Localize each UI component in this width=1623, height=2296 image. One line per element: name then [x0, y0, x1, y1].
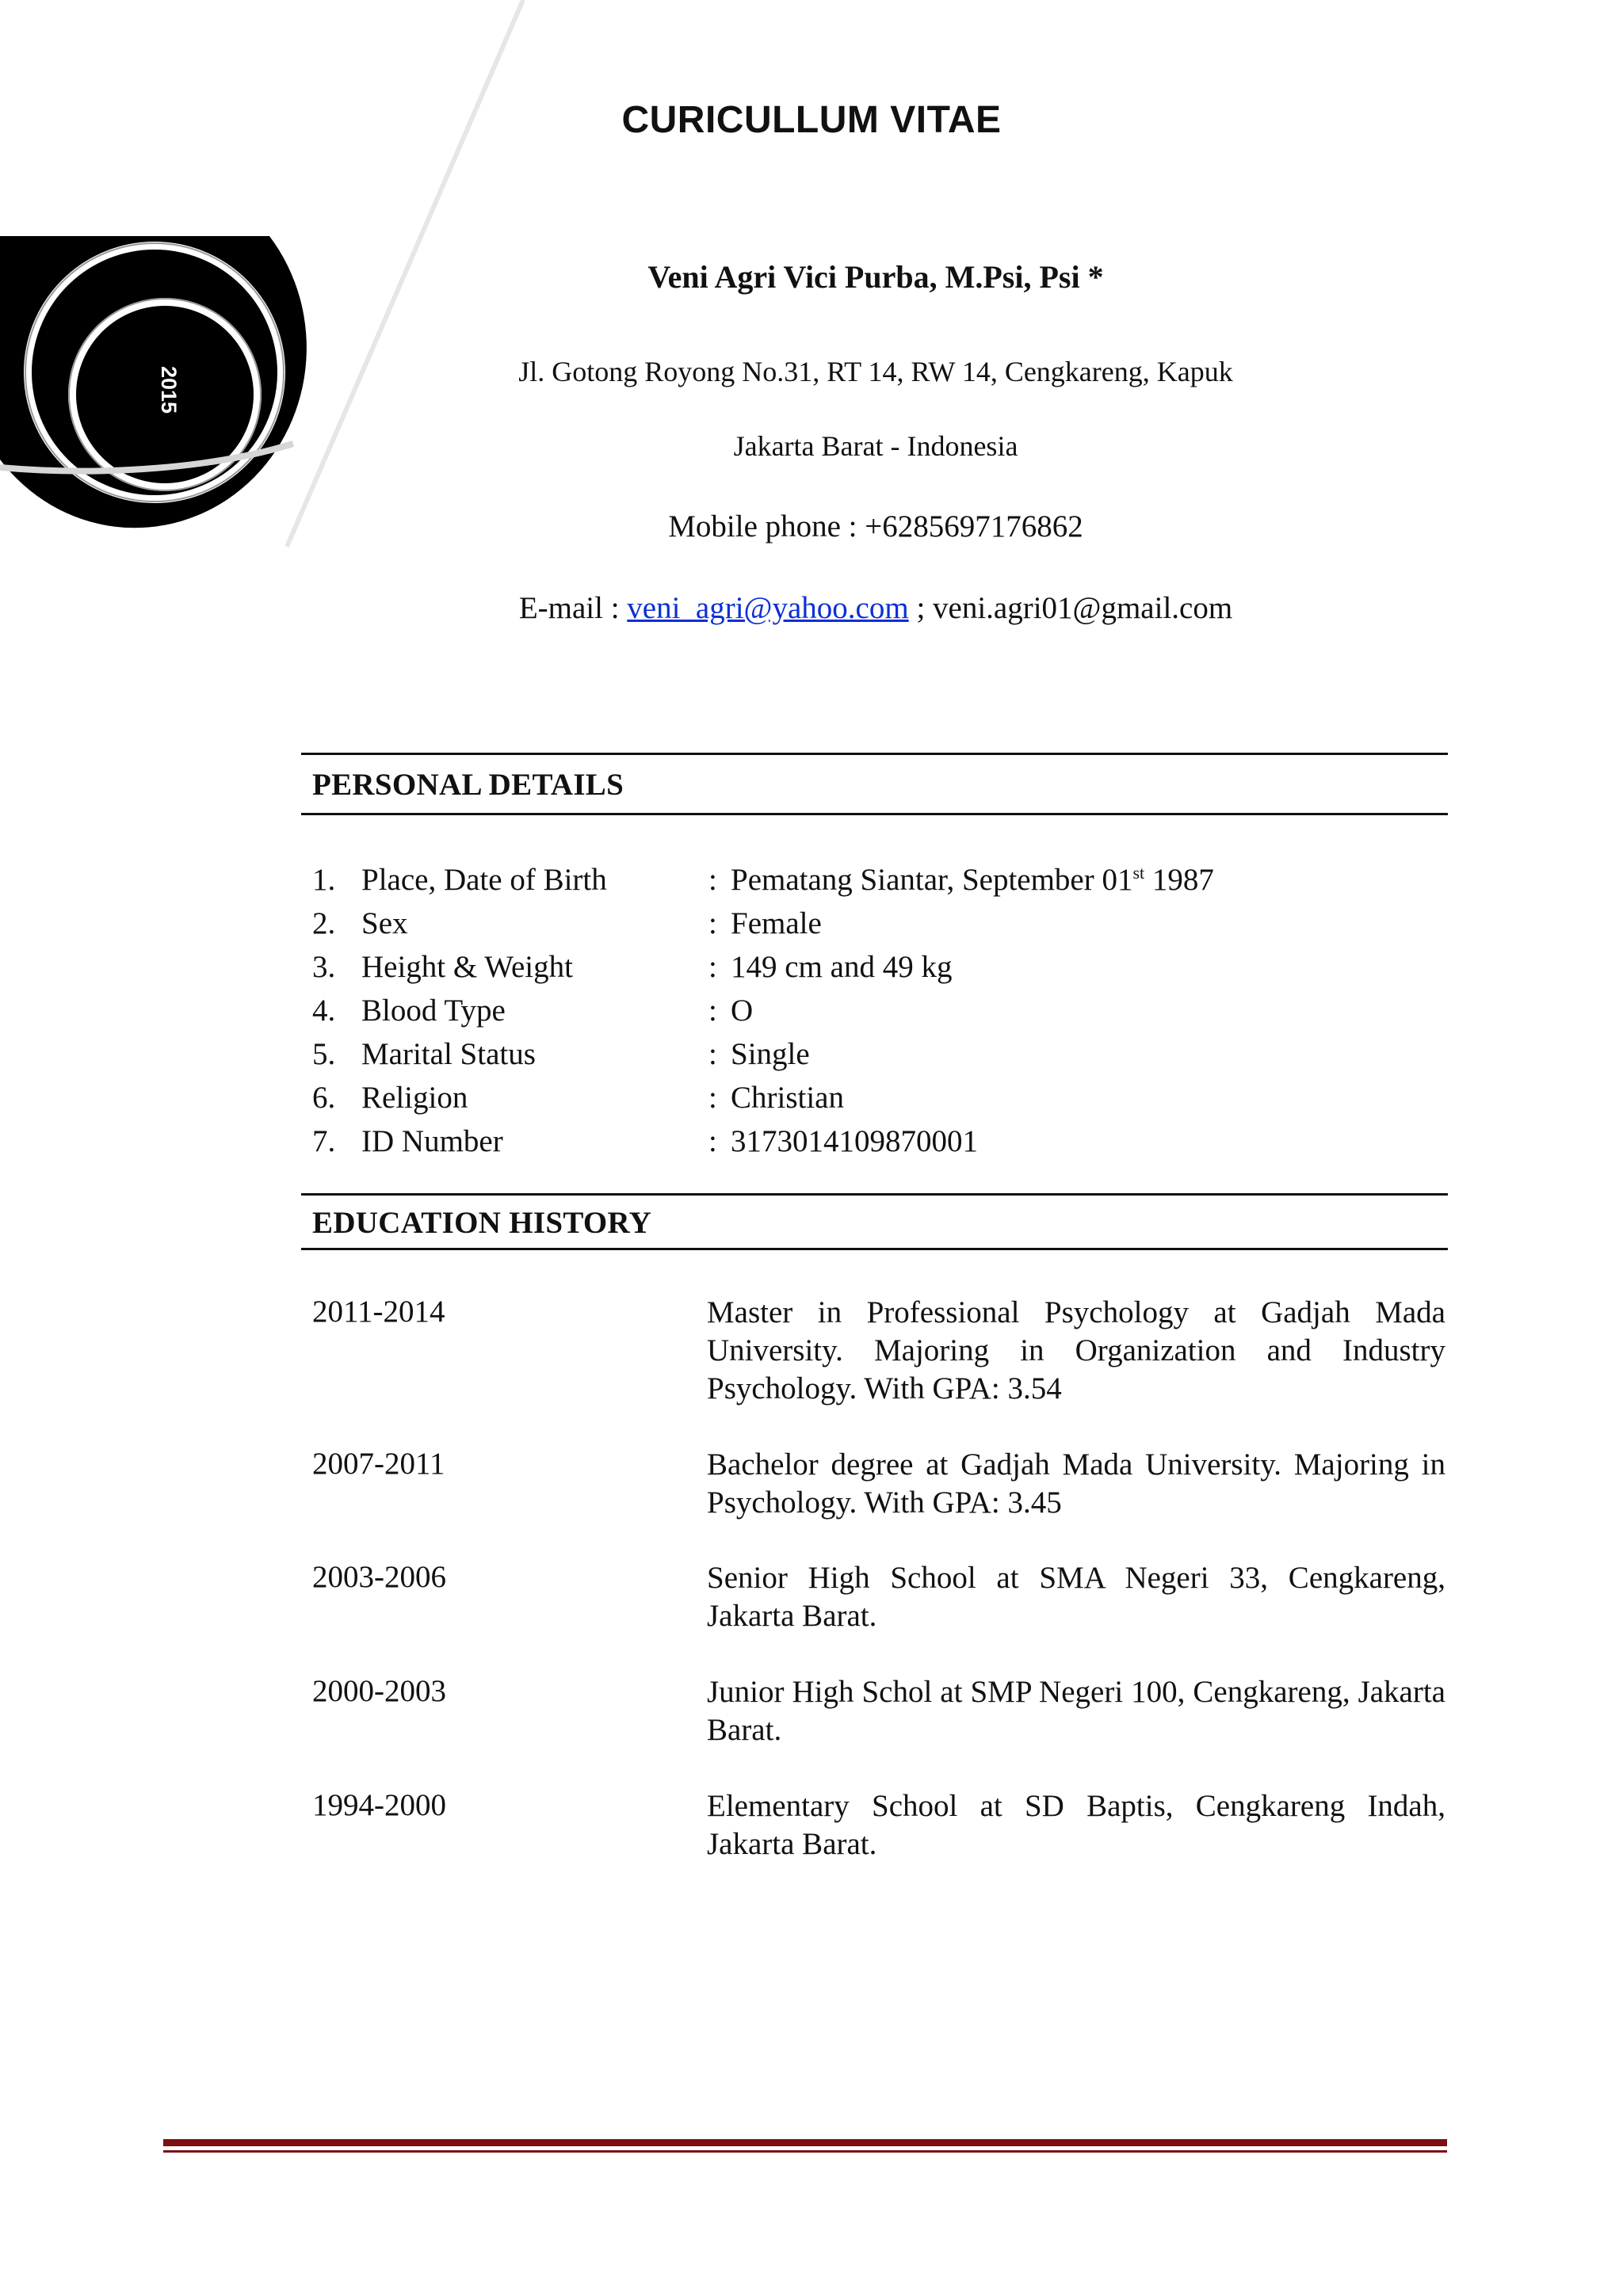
personal-detail-row [312, 906, 1453, 949]
detail-value [731, 993, 753, 1028]
detail-colon: : [708, 863, 717, 897]
personal-detail-row [312, 862, 1453, 906]
email-line [309, 590, 1442, 626]
phone-number: +6285697176862 [865, 509, 1083, 543]
detail-colon: : [708, 994, 717, 1028]
detail-number: 6. [312, 1081, 336, 1115]
detail-value-text: Female [731, 906, 822, 940]
address-line-2: Jakarta Barat - Indonesia [733, 430, 1018, 462]
personal-detail-row [312, 993, 1453, 1036]
address-line-1: Jl. Gotong Royong No.31, RT 14, RW 14, Cengkareng, Kapuk [518, 356, 1233, 387]
detail-number: 4. [312, 994, 336, 1028]
detail-value-text: 3173014109870001 [731, 1124, 978, 1158]
email-separator: ; [908, 591, 934, 625]
detail-value [731, 949, 952, 985]
phone-line [309, 509, 1442, 544]
education-years: 2000-2003 [312, 1674, 446, 1708]
badge-year: 2015 [157, 365, 181, 414]
education-history-heading: EDUCATION HISTORY [312, 1206, 652, 1240]
footer-rule [163, 2150, 1447, 2153]
divider [301, 1193, 1448, 1196]
detail-label: Sex [361, 906, 408, 940]
document-title: CURICULLUM VITAE [621, 99, 1002, 141]
detail-value-text: 149 cm and 49 kg [731, 950, 953, 984]
detail-colon: : [708, 1037, 717, 1071]
detail-label: ID Number [361, 1124, 503, 1158]
detail-number: 7. [312, 1124, 336, 1158]
detail-value-text: O [731, 994, 754, 1028]
detail-colon: : [708, 1124, 717, 1158]
education-description: Master in Professional Psychology at Gadjah Mada University. Majoring in Organization and Industry Psychology. With GPA: 3.54 [707, 1295, 1445, 1405]
detail-value-text: Single [731, 1037, 810, 1071]
email-link-primary[interactable]: veni_agri@yahoo.com [627, 591, 909, 625]
detail-value [731, 1080, 844, 1116]
detail-label: Religion [361, 1081, 468, 1115]
phone-label: Mobile phone : [668, 509, 865, 543]
personal-detail-row [312, 1080, 1453, 1123]
detail-label: Marital Status [361, 1037, 536, 1071]
education-description: Junior High Schol at SMP Negeri 100, Cengkareng, Jakarta Barat. [707, 1675, 1445, 1747]
detail-value [731, 1123, 978, 1159]
email-label: E-mail : [518, 591, 628, 625]
divider [301, 813, 1448, 815]
education-years: 2003-2006 [312, 1560, 446, 1594]
personal-detail-row [312, 949, 1453, 993]
detail-number: 1. [312, 863, 336, 897]
detail-value-superscript: st [1132, 863, 1145, 883]
detail-label: Height & Weight [361, 950, 573, 984]
detail-value-text: Christian [731, 1081, 844, 1115]
education-years: 2007-2011 [312, 1447, 445, 1481]
detail-number: 5. [312, 1037, 336, 1071]
personal-details-heading: PERSONAL DETAILS [312, 768, 624, 802]
education-years: 1994-2000 [312, 1788, 446, 1822]
personal-detail-row [312, 1036, 1453, 1080]
candidate-name: Veni Agri Vici Purba, M.Psi, Psi * [647, 259, 1104, 295]
detail-number: 2. [312, 906, 336, 940]
detail-colon: : [708, 906, 717, 940]
education-years: 2011-2014 [312, 1295, 445, 1329]
detail-value-suffix: 1987 [1144, 863, 1214, 897]
detail-colon: : [708, 1081, 717, 1115]
divider [301, 753, 1448, 755]
education-description: Elementary School at SD Baptis, Cengkareng Indah, Jakarta Barat. [707, 1789, 1445, 1861]
personal-detail-row [312, 1123, 1453, 1167]
education-description: Senior High School at SMA Negeri 33, Cengkareng, Jakarta Barat. [707, 1561, 1445, 1633]
detail-label: Blood Type [361, 994, 506, 1028]
detail-colon: : [708, 950, 717, 984]
footer-rule [163, 2139, 1447, 2146]
detail-number: 3. [312, 950, 336, 984]
education-description: Bachelor degree at Gadjah Mada University. Majoring in Psychology. With GPA: 3.45 [707, 1447, 1445, 1520]
detail-value [731, 862, 1214, 898]
divider [301, 1248, 1448, 1250]
detail-value [731, 906, 822, 941]
detail-value [731, 1036, 810, 1072]
detail-label: Place, Date of Birth [361, 863, 607, 897]
email-secondary: veni.agri01@gmail.com [933, 591, 1233, 625]
detail-value-text: Pematang Siantar, September 01 [731, 863, 1133, 897]
